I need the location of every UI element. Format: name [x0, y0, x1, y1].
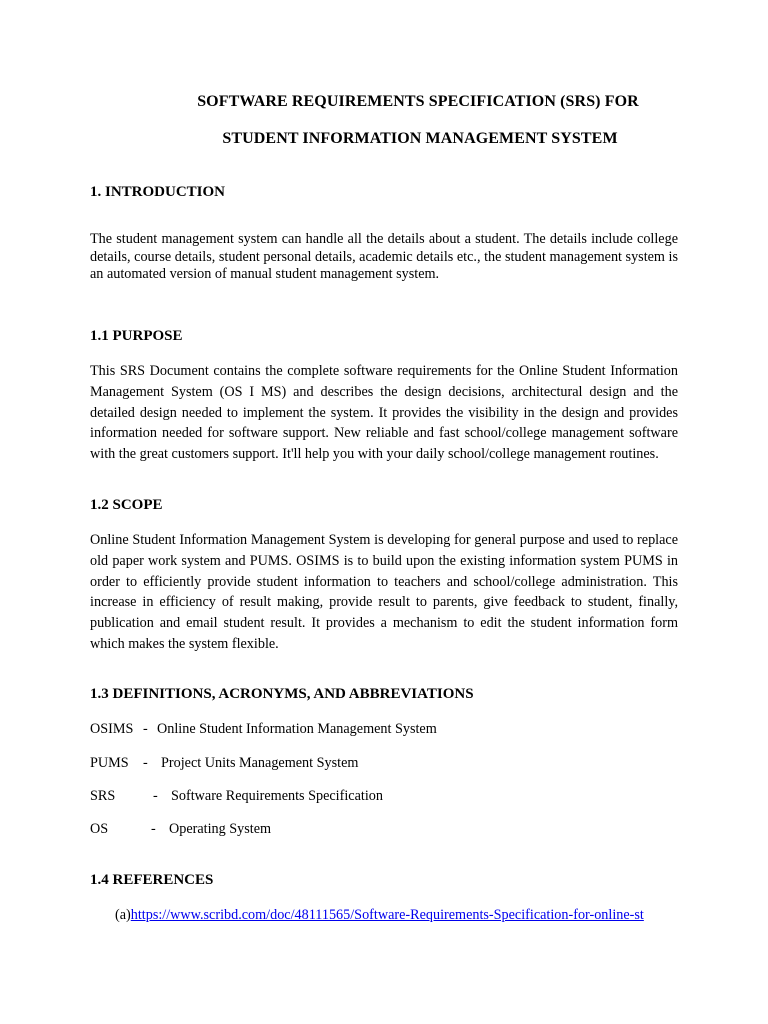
definition-description: Project Units Management System — [161, 755, 359, 771]
section-heading-references: 1.4 REFERENCES — [90, 872, 214, 888]
definition-separator: - — [143, 755, 148, 771]
document-title-line-2: STUDENT INFORMATION MANAGEMENT SYSTEM — [222, 130, 618, 147]
reference-prefix: (a) — [115, 907, 131, 923]
definition-description: Online Student Information Management System — [157, 721, 437, 737]
definition-separator: - — [143, 721, 148, 737]
section-heading-purpose: 1.1 PURPOSE — [90, 328, 183, 344]
section-heading-introduction: 1. INTRODUCTION — [90, 184, 226, 200]
section-heading-definitions: 1.3 DEFINITIONS, ACRONYMS, AND ABBREVIATIONS — [90, 686, 474, 702]
definition-term: PUMS — [90, 755, 129, 771]
purpose-paragraph: This SRS Document contains the complete software requirements for the Online Student Information Management System (OS I MS) and describes the design decisions, architectural design and the detailed design needed to implement the system. It provides the visibility in the design and provides information needed for software support. New reliable and fast school/college management software with the great customers support. It'll help you with your daily school/college management routines. — [90, 363, 678, 463]
reference-link[interactable]: https://www.scribd.com/doc/48111565/Software-Requirements-Specification-for-online-st — [130, 907, 644, 923]
definition-term: OSIMS — [90, 721, 134, 737]
scope-paragraph: Online Student Information Management System is developing for general purpose and used to replace old paper work system and PUMS. OSIMS is to build upon the existing information system PUMS in order to efficiently provide student information to teachers and school/college administration. This increase in efficiency of result making, provide result to parents, give feedback to student, finally, publication and email student result. It provides a mechanism to edit the student information form which makes the system flexible. — [90, 532, 678, 652]
definition-term: OS — [90, 821, 109, 837]
definition-separator: - — [151, 821, 156, 837]
document-title-line-1: SOFTWARE REQUIREMENTS SPECIFICATION (SRS) FOR — [197, 93, 639, 110]
definition-separator: - — [153, 788, 158, 804]
definition-description: Operating System — [169, 821, 272, 837]
introduction-paragraph: The student management system can handle all the details about a student. The details include college details, course details, student personal details, academic details etc., the student management system is an automated version of manual student management system. — [90, 231, 678, 282]
reference-item — [115, 907, 644, 924]
definition-term: SRS — [90, 788, 116, 804]
section-heading-scope: 1.2 SCOPE — [90, 497, 163, 513]
definition-description: Software Requirements Specification — [171, 788, 383, 804]
